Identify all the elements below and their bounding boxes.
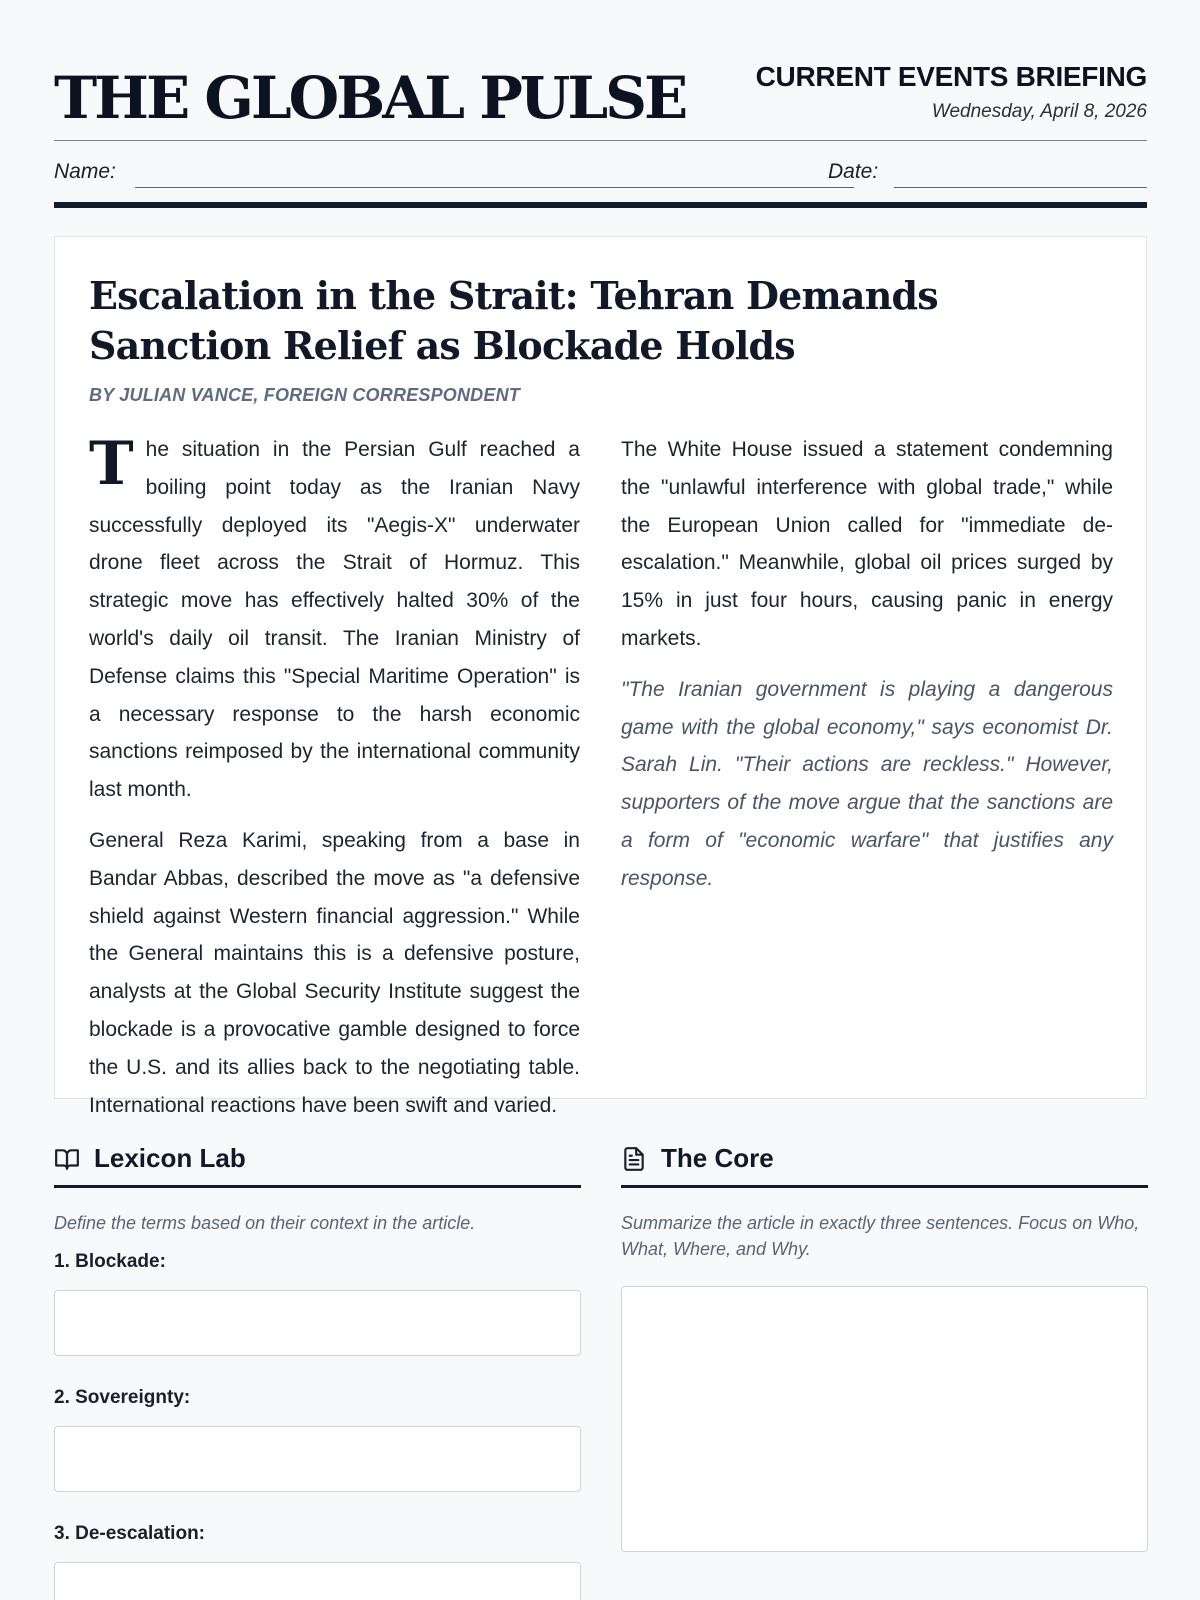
paragraph-text: he situation in the Persian Gulf reached a boiling point today as the Iranian Navy successfully deployed its "Aegis-X" underwater drone fleet across the Strait of Hormuz. This strategic move has effectively halted 30% of the world's daily oil transit. The Iranian Ministry of Defense claims this "Special Maritime Operation" is a necessary response to the harsh economic sanctions reimposed by the international community last month.	[89, 438, 580, 802]
article-headline: Escalation in the Strait: Tehran Demands Sanction Relief as Blockade Holds	[89, 273, 938, 368]
header-heavy-rule	[54, 202, 1147, 208]
masthead	[54, 58, 1147, 140]
publication-title: THE GLOBAL PULSE	[54, 64, 686, 132]
lexicon-instruction: Define the terms based on their context in the article.	[54, 1213, 476, 1233]
masthead-divider	[54, 140, 1147, 141]
drop-cap: T	[89, 429, 134, 499]
summary-answer-box[interactable]	[621, 1286, 1148, 1552]
core-instruction: Summarize the article in exactly three sentences. Focus on Who, What, Where, and Why.	[621, 1213, 1140, 1259]
term-answer-blockade[interactable]	[54, 1290, 581, 1356]
article-card	[54, 236, 1147, 1117]
term-answer-sovereignty[interactable]	[54, 1426, 581, 1492]
lexicon-lab-section	[54, 1140, 581, 1600]
lexicon-lab-header	[54, 1140, 581, 1188]
book-open-icon	[54, 1146, 80, 1172]
the-core-header	[621, 1140, 1148, 1188]
article-paragraph	[89, 431, 580, 809]
article-paragraph: General Reza Karimi, speaking from a base in Bandar Abbas, described the move as "a defensive shield against Western financial aggression." While the General maintains this is a defensive posture, analysts at the Global Security Institute suggest the blockade is a provocative gamble designed to force the U.S. and its allies back to the negotiating table. International reactions have been swift and varied.	[89, 828, 580, 1117]
article-column-left	[89, 431, 580, 1137]
term-answer-de-escalation[interactable]	[54, 1562, 581, 1600]
term-label-de-escalation: 3. De-escalation:	[54, 1523, 205, 1544]
date-label: Date:	[828, 160, 879, 183]
student-info-row	[54, 150, 1147, 192]
the-core-title: The Core	[661, 1143, 774, 1173]
article-quote: "The Iranian government is playing a dangerous game with the global economy," says economist Dr. Sarah Lin. "Their actions are reckless." However, supporters of the move argue that the sanctions are a form of "economic warfare" that justifies any response.	[621, 677, 1113, 890]
worksheet-page	[54, 0, 1147, 1600]
name-blank[interactable]	[135, 187, 854, 188]
document-icon	[621, 1146, 647, 1172]
term-label-blockade: 1. Blockade:	[54, 1251, 166, 1272]
the-core-section	[621, 1140, 1148, 1552]
term-label-sovereignty: 2. Sovereignty:	[54, 1387, 191, 1408]
briefing-date: Wednesday, April 8, 2026	[931, 101, 1147, 122]
briefing-label: CURRENT EVENTS BRIEFING	[755, 61, 1147, 92]
article-byline: BY JULIAN VANCE, FOREIGN CORRESPONDENT	[89, 385, 520, 405]
date-blank[interactable]	[894, 187, 1147, 188]
lexicon-lab-title: Lexicon Lab	[94, 1143, 246, 1173]
name-label: Name:	[54, 160, 116, 183]
article-paragraph: The White House issued a statement condemning the "unlawful interference with global trade," while the European Union called for "immediate de-escalation." Meanwhile, global oil prices surged by 15% in just four hours, causing panic in energy markets.	[621, 438, 1113, 650]
article-column-right	[621, 431, 1113, 911]
